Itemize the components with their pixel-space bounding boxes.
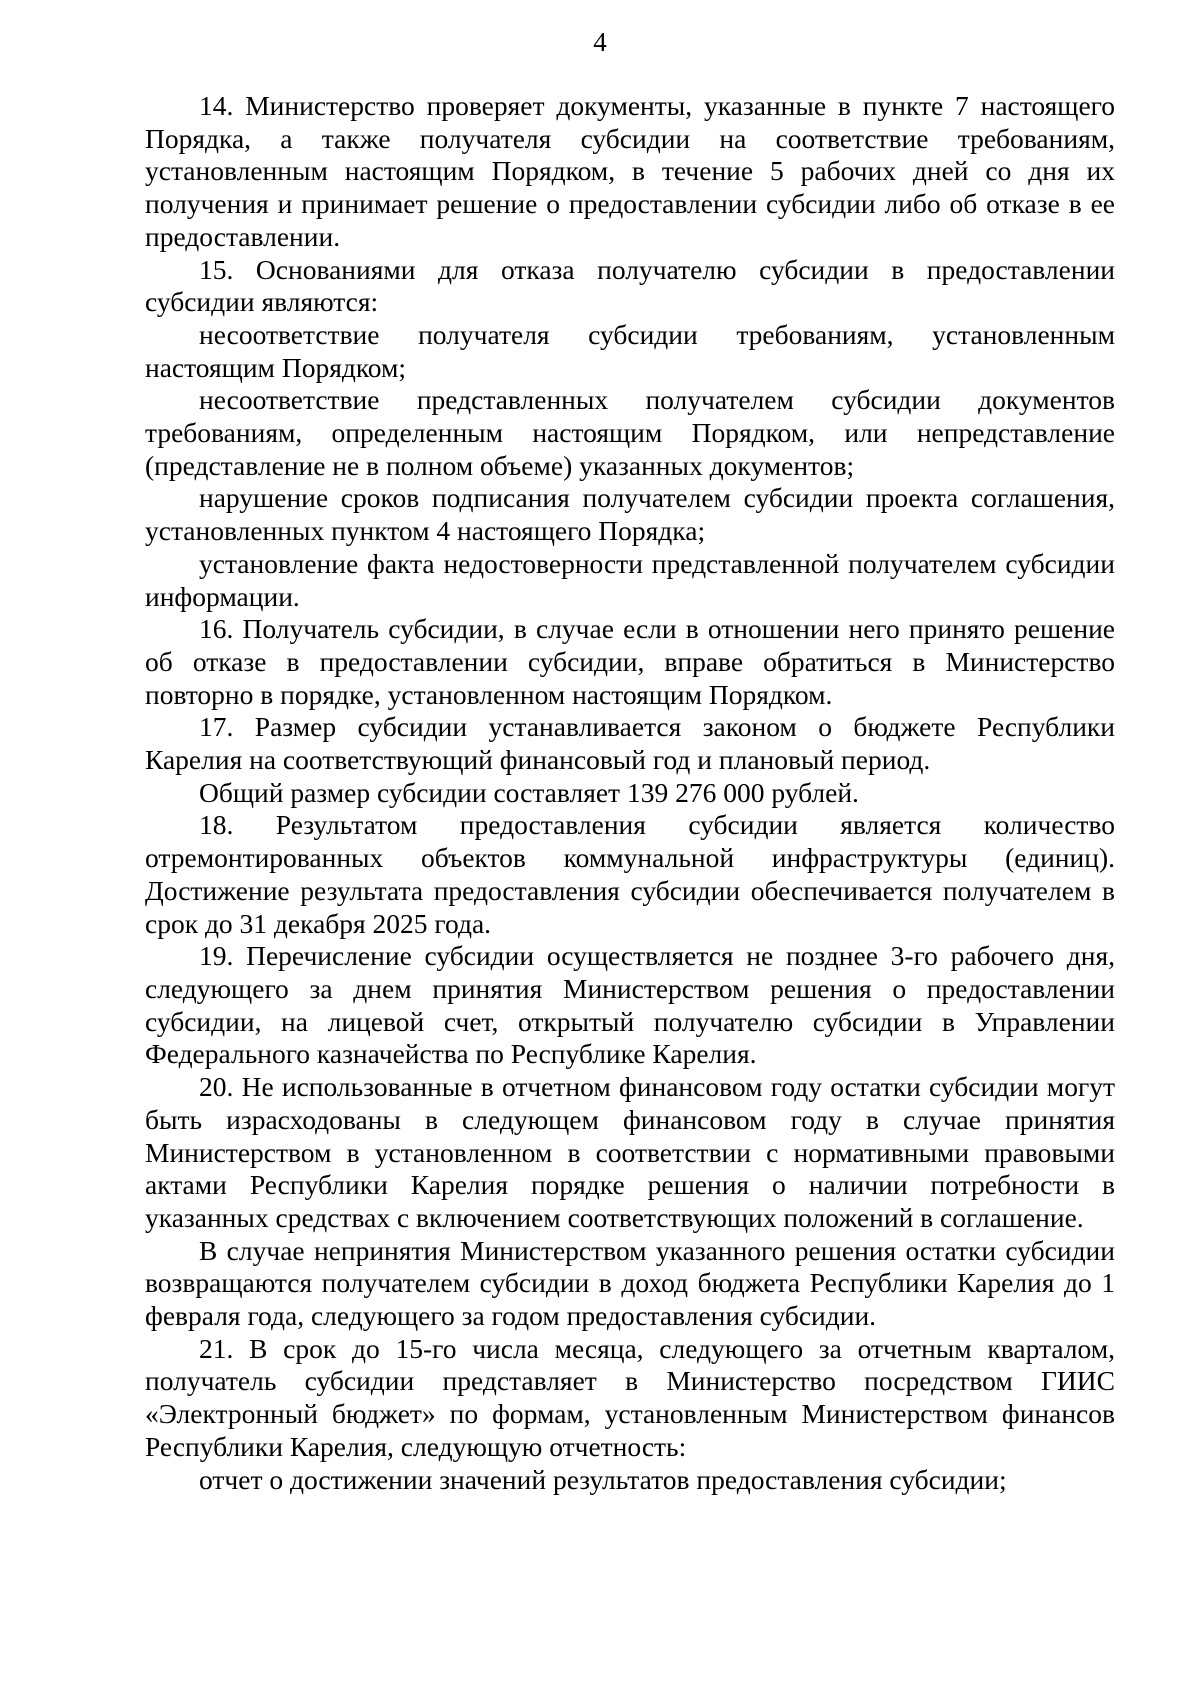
paragraph-15-item-3: нарушение сроков подписания получателем субсидии проекта соглашения, установленных пунктом 4 настоящего Порядка; bbox=[145, 482, 1115, 547]
paragraph-20-continued: В случае непринятия Министерством указанного решения остатки субсидии возвращаются получателем субсидии в доход бюджета Республики Карелия до 1 февраля года, следующего за годом предоставления субсидии. bbox=[145, 1234, 1115, 1332]
paragraph-16: 16. Получатель субсидии, в случае если в отношении него принято решение об отказе в предоставлении субсидии, вправе обратиться в Министерство повторно в порядке, установленном настоящим Порядком. bbox=[145, 613, 1115, 710]
paragraph-15-item-2: несоответствие представленных получателем субсидии документов требованиям, определенным настоящим Порядком, или непредставление (представление не в полном объеме) указанных документов; bbox=[145, 384, 1115, 481]
paragraph-21: 21. В срок до 15-го числа месяца, следующего за отчетным кварталом, получатель субсидии представляет в Министерство посредством ГИИС «Электронный бюджет» по формам, установленным Министерством финансов Республики Карелия, следующую отчетность: bbox=[145, 1332, 1115, 1462]
paragraph-14: 14. Министерство проверяет документы, указанные в пункте 7 настоящего Порядка, а также получателя субсидии на соответствие требованиям, установленным настоящим Порядком, в течение 5 рабочих дней со дня их получения и принимает решение о предоставлении субсидии либо об отказе в ее предоставлении. bbox=[145, 90, 1115, 252]
paragraph-15-item-1: несоответствие получателя субсидии требованиям, установленным настоящим Порядком; bbox=[145, 318, 1115, 383]
paragraph-18: 18. Результатом предоставления субсидии является количество отремонтированных объектов коммунальной инфраструктуры (единиц). Достижение результата предоставления субсидии обеспечивается получателем в срок до 31 декабря 2025 года. bbox=[145, 809, 1115, 939]
paragraph-15: 15. Основаниями для отказа получателю субсидии в предоставлении субсидии являются: bbox=[145, 253, 1115, 318]
paragraph-17-amount: Общий размер субсидии составляет 139 276 000 рублей. bbox=[199, 776, 859, 808]
paragraph-15-item-4: установление факта недостоверности представленной получателем субсидии информации. bbox=[145, 547, 1115, 612]
page-number: 4 bbox=[593, 27, 607, 57]
paragraph-19: 19. Перечисление субсидии осуществляется не позднее 3-го рабочего дня, следующего за днем принятия Министерством решения о предоставлении субсидии, на лицевой счет, открытый получателю субсидии в Управлении Федерального казначейства по Республике Карелия. bbox=[145, 940, 1115, 1070]
paragraph-21-item-1: отчет о достижении значений результатов предоставления субсидии; bbox=[199, 1463, 1007, 1495]
document-body bbox=[145, 90, 1115, 1496]
paragraph-17: 17. Размер субсидии устанавливается законом о бюджете Республики Карелия на соответствующий финансовый год и плановый период. bbox=[145, 711, 1115, 776]
paragraph-20: 20. Не использованные в отчетном финансовом году остатки субсидии могут быть израсходованы в следующем финансовом году в случае принятия Министерством в установленном в соответствии с нормативными правовыми актами Республики Карелия порядке решения о наличии потребности в указанных средствах с включением соответствующих положений в соглашение. bbox=[145, 1071, 1115, 1233]
